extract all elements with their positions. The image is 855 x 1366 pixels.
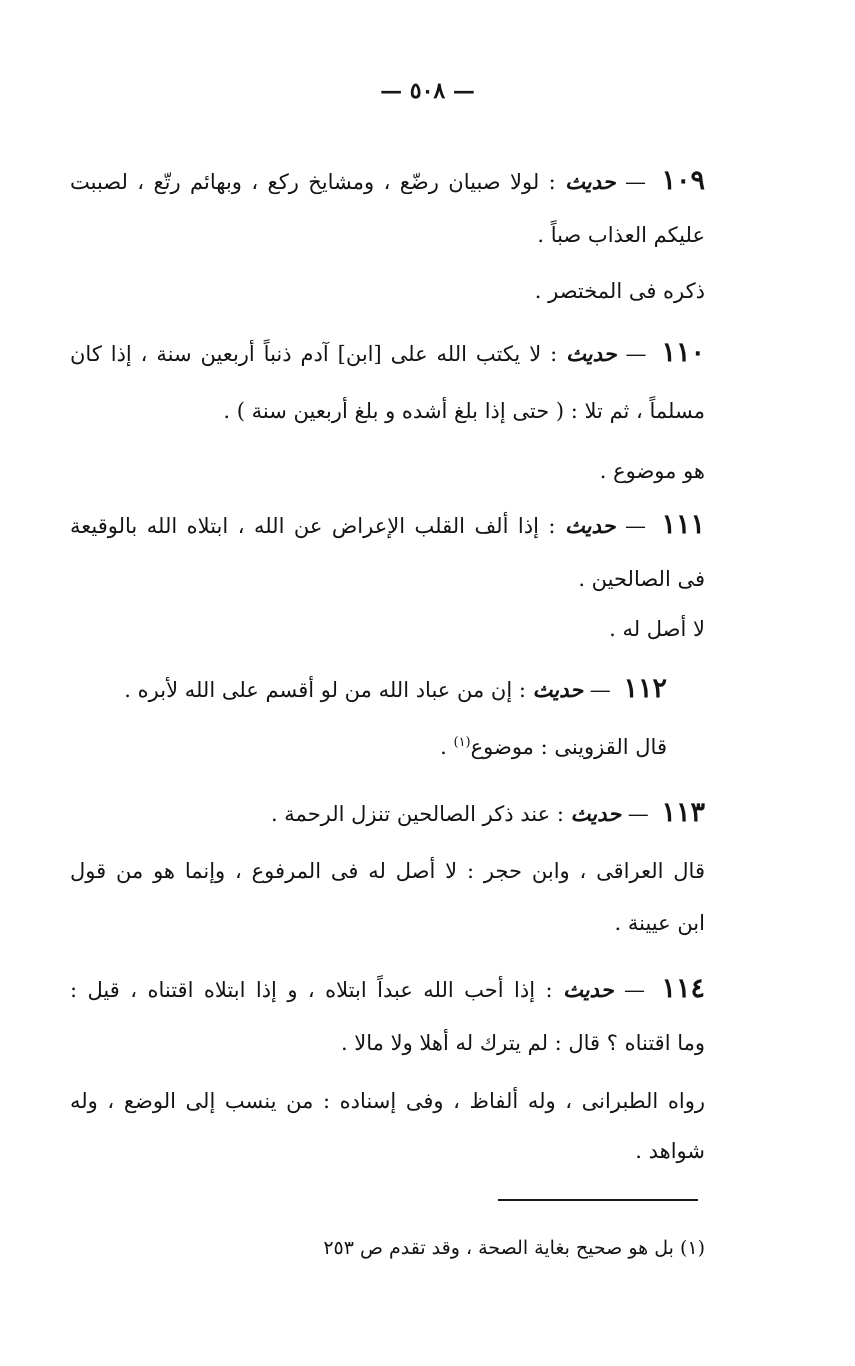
entry-label: حديث <box>532 677 584 702</box>
entry-number: ١١٠ <box>661 337 705 368</box>
entry-109-comment: ذكره فى المختصر . <box>534 279 705 303</box>
entry-110-line-2: مسلماً ، ثم تلا : ( حتى إذا بلغ أشده و بلغ أربعين سنة ) . <box>223 399 705 423</box>
entry-label: حديث <box>565 513 616 538</box>
entry-109-line-2: عليكم العذاب صباً . <box>537 223 705 247</box>
footnote-separator <box>498 1199 698 1201</box>
entry-label: حديث <box>563 977 614 1002</box>
entry-113-line-1: ١١٣ — حديث : عند ذكر الصالحين تنزل الرحمة . <box>270 797 705 828</box>
entry-111-line-2: فى الصالحين . <box>578 567 705 591</box>
entry-text: إن من عباد الله من لو أقسم على الله لأبره . <box>124 678 513 702</box>
entry-text: إذا ألف القلب الإعراض عن الله ، ابتلاه الله بالوقيعة <box>70 514 539 538</box>
entry-text: لولا صبيان رضّع ، ومشايخ ركع ، وبهائم رتّع ، لصببت <box>70 170 540 194</box>
entry-112-comment <box>32 728 667 762</box>
entry-text: إذا أحب الله عبداً ابتلاه ، و إذا ابتلاه اقتناه ، قيل : <box>70 978 536 1002</box>
footnote-marker: (١) <box>453 735 471 750</box>
entry-114-comment-2: شواهد . <box>635 1139 705 1163</box>
entry-number: ١١١ <box>661 509 705 540</box>
entry-label: حديث <box>566 341 617 366</box>
entry-number: ١٠٩ <box>661 165 705 196</box>
entry-114-line-2: وما اقتناه ؟ قال : لم يترك له أهلا ولا مالا . <box>340 1031 705 1055</box>
entry-number: ١١٢ <box>623 673 667 704</box>
entry-112-line-1: ١١٢ — حديث : إن من عباد الله من لو أقسم على الله لأبره . <box>124 673 667 704</box>
entry-114-line-1: ١١٤ — حديث : إذا أحب الله عبداً ابتلاه ، و إذا ابتلاه اقتناه ، قيل : <box>70 973 705 1004</box>
entry-label: حديث <box>570 801 622 826</box>
entry-text: عند ذكر الصالحين تنزل الرحمة . <box>270 802 551 826</box>
comment-suffix: . <box>440 735 454 759</box>
entry-114-comment-1: رواه الطبرانى ، وله ألفاظ ، وفى إسناده : من ينسب إلى الوضع ، وله <box>70 1089 705 1113</box>
entry-110-line-1: ١١٠ — حديث : لا يكتب الله على [ابن] آدم ذنباً أربعين سنة ، إذا كان <box>70 337 705 368</box>
entry-110-comment: هو موضوع . <box>599 459 705 483</box>
entry-number: ١١٣ <box>661 797 705 828</box>
entry-111-line-1: ١١١ — حديث : إذا ألف القلب الإعراض عن الله ، ابتلاه الله بالوقيعة <box>70 509 705 540</box>
entry-113-comment-1: قال العراقى ، وابن حجر : لا أصل له فى المرفوع ، وإنما هو من قول <box>70 859 705 883</box>
page-number: — ٥٠٨ — <box>380 78 475 104</box>
entry-109-line-1: ١٠٩ — حديث : لولا صبيان رضّع ، ومشايخ ركع ، وبهائم رتّع ، لصببت <box>70 165 705 196</box>
comment-text: قال القزوينى : موضوع <box>470 735 667 759</box>
entry-label: حديث <box>565 169 616 194</box>
entry-text: لا يكتب الله على [ابن] آدم ذنباً أربعين سنة ، إذا كان <box>70 342 542 366</box>
entry-113-comment-2: ابن عيينة . <box>614 911 705 935</box>
entry-111-comment: لا أصل له . <box>609 617 705 641</box>
footnote: (١) بل هو صحيح بغاية الصحة ، وقد تقدم ص ٢٥٣ <box>323 1237 705 1259</box>
entry-number: ١١٤ <box>661 973 705 1004</box>
